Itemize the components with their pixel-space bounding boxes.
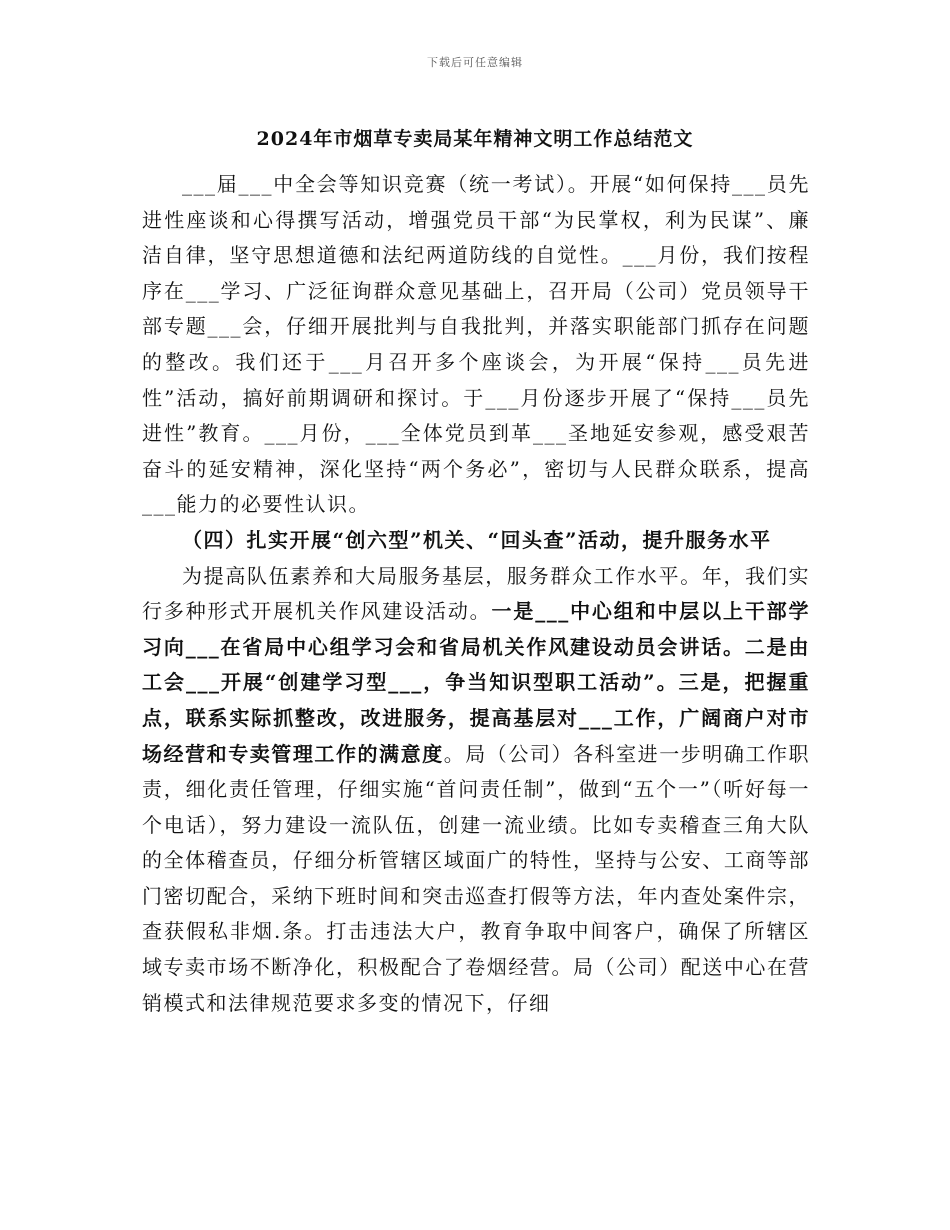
- paragraph-2-rest: 。局（公司）各科室进一步明确工作职责，细化责任管理，仔细实施“首问责任制”，做到“五个一”（听好每一个电话），努力建设一流队伍，创建一流业绩。比如专卖稽查三角大队的全体稽查员，仔细分析管辖区域面广的特性，坚持与公安、工商等部门密切配合，采纳下班时间和突击巡查打假等方法，年内查处案件宗，查获假私非烟.条。打击违法大户，教育争取中间客户，确保了所辖区域专卖市场不断净化，积极配合了卷烟经营。局（公司）配送中心在营销模式和法律规范要求多变的情况下，仔细: [142, 741, 811, 1015]
- section-heading-4: （四）扎实开展“创六型”机关、“回头查”活动，提升服务水平: [182, 527, 772, 552]
- body-paragraph-1: ___届___中全会等知识竞赛（统一考试）。开展“如何保持___员先进性座谈和心得撰写活动，增强党员干部“为民掌权，利为民谋”、廉洁自律，坚守思想道德和法纪两道防线的自觉性。___月份，我们按程序在___学习、广泛征询群众意见基础上，召开局（公司）党员领导干部专题___会，仔细开展批判与自我批判，并落实职能部门抓存在问题的整改。我们还于___月召开多个座谈会，为开展“保持___员先进性”活动，搞好前期调研和探讨。于___月份逐步开展了“保持___员先进性”教育。___月份，___全体党员到革___圣地延安参观，感受艰苦奋斗的延安精神，深化坚持“两个务必”，密切与人民群众联系，提高___能力的必要性认识。: [142, 172, 810, 517]
- paragraph-2-bold-points: 一是___中心组和中层以上干部学习向___在省局中心组学习会和省局机关作风建设动员会讲话。二是由工会___开展“创建学习型___，争当知识型职工活动”。三是，把握重点，联系实际抓整改，改进服务，提高基层对___工作，广阔商户对市场经营和专卖管理工作的满意度: [142, 599, 811, 766]
- page-header-note: 下载后可任意编辑: [427, 56, 523, 69]
- paragraph-2-intro: 为提高队伍素养和大局服务基层，服务群众工作水平。年，我们实行多种形式开展机关作风建设活动。: [142, 563, 810, 624]
- document-body: [142, 167, 810, 1021]
- body-paragraph-2: [142, 559, 810, 1022]
- document-title: 2024年市烟草专卖局某年精神文明工作总结范文: [256, 128, 694, 150]
